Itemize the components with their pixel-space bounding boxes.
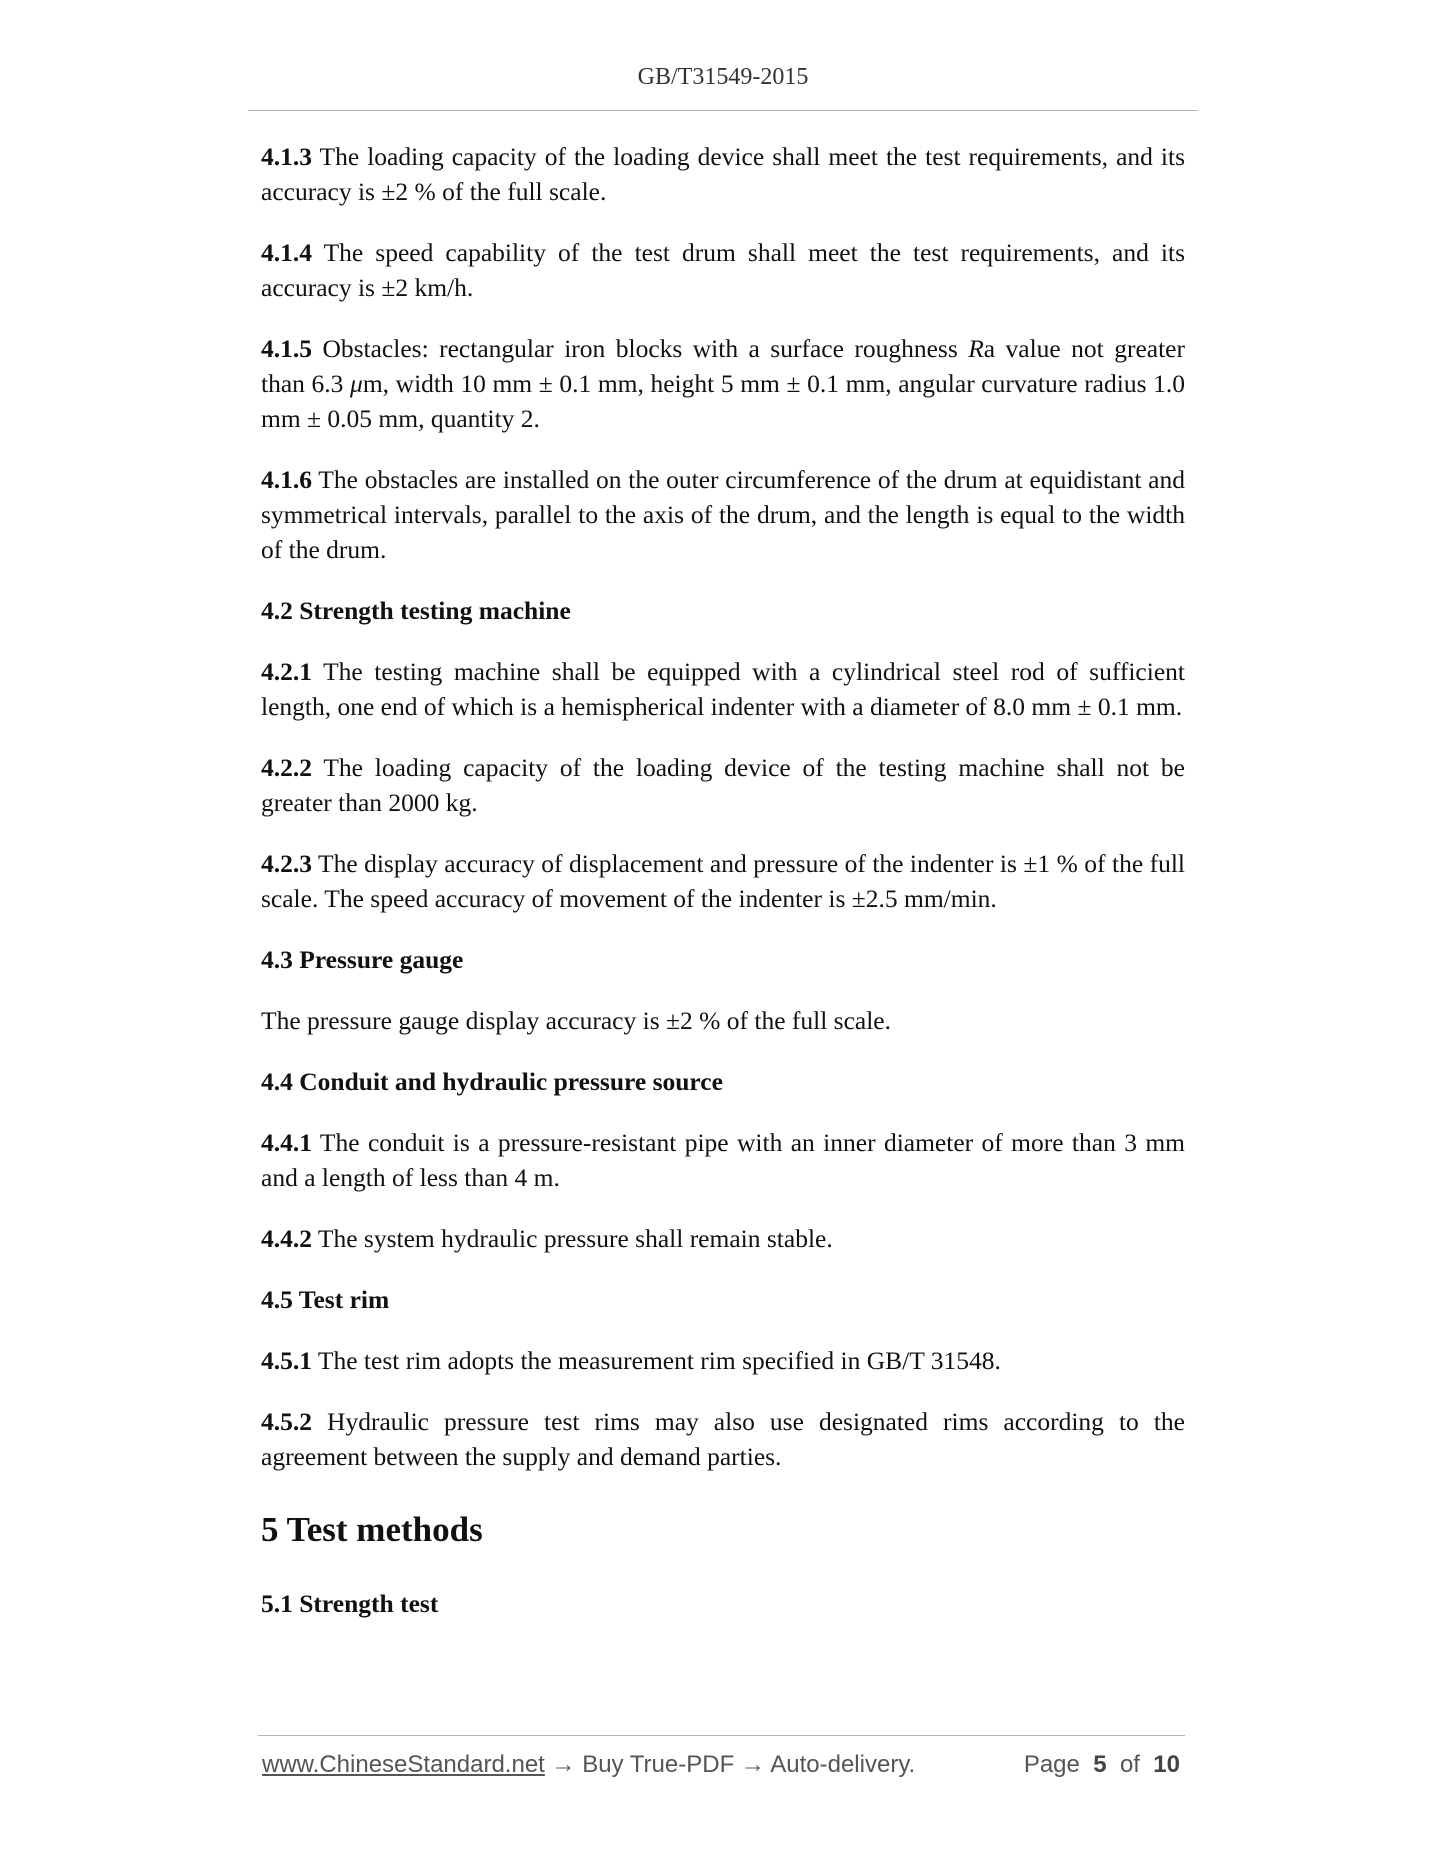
paragraph-4-1-5 [261,331,1185,436]
clause-text: The speed capability of the test drum shall meet the test requirements, and its accuracy is ±2 km/h. [261,238,1185,302]
buy-pdf-text: Buy True-PDF [582,1751,735,1778]
total-pages: 10 [1153,1751,1180,1778]
clause-text: m, width 10 mm ± 0.1 mm, height 5 mm ± 0.1 mm, angular curvature radius 1.0 mm ± 0.05 mm, quantity 2. [261,369,1185,433]
heading-4-5: 4.5 Test rim [261,1285,390,1314]
arrow-right-icon: → [734,1751,771,1778]
clause-number: 4.2.3 [261,849,312,878]
clause-number: 4.4.1 [261,1128,312,1157]
page-label: Page [1023,1751,1080,1778]
of-label: of [1119,1751,1140,1778]
auto-delivery-text: Auto-delivery. [770,1751,916,1778]
document-body [261,139,1185,1647]
paragraph-4-4-2 [261,1221,1185,1256]
paragraph-4-2-3 [261,846,1185,916]
clause-text: The loading capacity of the loading device of the testing machine shall not be greater than 2000 kg. [261,753,1185,817]
clause-number: 4.5.2 [261,1407,312,1436]
micro-symbol: μ [350,369,363,398]
header-divider [248,110,1198,111]
roughness-symbol: R [968,334,984,363]
clause-text: The loading capacity of the loading device shall meet the test requirements, and its accuracy is ±2 % of the full scale. [261,142,1185,206]
clause-text: The testing machine shall be equipped with a cylindrical steel rod of sufficient length, one end of which is a hemispherical indenter with a diameter of 8.0 mm ± 0.1 mm. [261,657,1185,721]
paragraph-4-2-2 [261,750,1185,820]
page-footer [262,1751,1180,1783]
paragraph-4-2-1 [261,654,1185,724]
document-header: GB/T31549-2015 [637,64,809,90]
clause-number: 4.1.3 [261,142,312,171]
footer-divider [258,1735,1185,1736]
heading-5: 5 Test methods [261,1510,483,1549]
heading-4-2: 4.2 Strength testing machine [261,596,571,625]
paragraph-4-5-2 [261,1404,1185,1474]
paragraph-4-1-4 [261,235,1185,305]
clause-number: 4.1.6 [261,465,312,494]
clause-number: 4.5.1 [261,1346,312,1375]
paragraph-4-3: The pressure gauge display accuracy is ±2 % of the full scale. [261,1006,892,1035]
heading-5-1: 5.1 Strength test [261,1589,439,1618]
clause-text: The display accuracy of displacement and pressure of the indenter is ±1 % of the full scale. The speed accuracy of movement of the indenter is ±2.5 mm/min. [261,849,1185,913]
clause-text: Hydraulic pressure test rims may also use designated rims according to the agreement between the supply and demand parties. [261,1407,1185,1471]
clause-text: The system hydraulic pressure shall remain stable. [312,1224,833,1253]
clause-number: 4.2.1 [261,657,312,686]
clause-text: Obstacles: rectangular iron blocks with a surface roughness [312,334,969,363]
clause-number: 4.1.4 [261,238,312,267]
clause-number: 4.2.2 [261,753,312,782]
paragraph-4-1-6 [261,462,1185,567]
clause-text: a value not greater than 6.3 [261,334,1185,398]
clause-number: 4.1.5 [261,334,312,363]
website-link[interactable]: www.ChineseStandard.net [262,1751,545,1778]
paragraph-4-4-1 [261,1125,1185,1195]
paragraph-4-5-1 [261,1343,1185,1378]
clause-text: The test rim adopts the measurement rim specified in GB/T 31548. [312,1346,1001,1375]
footer-promo [262,1751,915,1779]
clause-number: 4.4.2 [261,1224,312,1253]
clause-text: The obstacles are installed on the outer circumference of the drum at equidistant and symmetrical intervals, parallel to the axis of the drum, and the length is equal to the width of the drum. [261,465,1185,564]
arrow-right-icon: → [544,1751,583,1778]
page-indicator [1024,1751,1180,1779]
clause-text: The conduit is a pressure-resistant pipe with an inner diameter of more than 3 mm and a length of less than 4 m. [261,1128,1185,1192]
paragraph-4-1-3 [261,139,1185,209]
current-page: 5 [1093,1751,1107,1778]
heading-4-3: 4.3 Pressure gauge [261,945,464,974]
heading-4-4: 4.4 Conduit and hydraulic pressure source [261,1067,723,1096]
